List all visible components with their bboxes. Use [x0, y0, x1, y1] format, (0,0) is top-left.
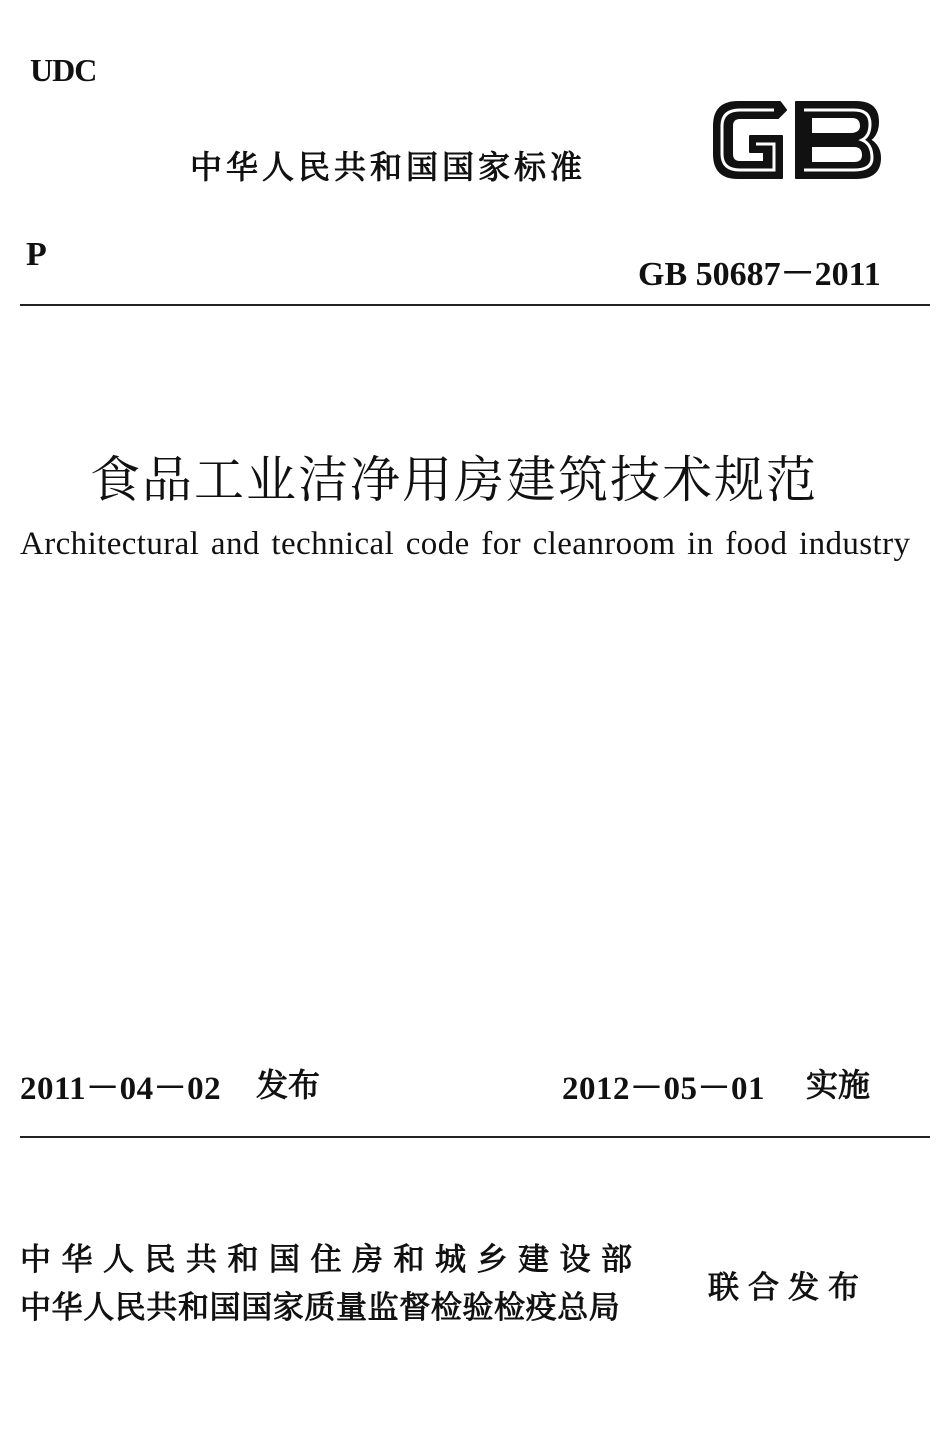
title-english: Architectural and technical code for cleanroom in food industry [20, 526, 911, 562]
publisher-line: 中华人民共和国住房和城乡建设部 [20, 1242, 643, 1278]
category-code: P [26, 236, 47, 273]
publisher-line: 中华人民共和国国家质量监督检验检疫总局 [20, 1290, 621, 1326]
title-chinese: 食品工业洁净用房建筑技术规范 [90, 451, 818, 509]
issue-date: 2011－04－02 [20, 1071, 222, 1107]
implementation-date: 2012－05－01 [562, 1071, 765, 1107]
gb-logo-icon [708, 96, 884, 184]
issue-label: 发布 [256, 1066, 321, 1104]
implementation-label: 实施 [806, 1066, 871, 1104]
udc-label: UDC [30, 52, 97, 88]
national-standard-heading: 中华人民共和国国家标准 [190, 148, 587, 186]
standard-number: GB 50687－2011 [638, 256, 881, 293]
bottom-divider [20, 1136, 930, 1138]
top-divider [20, 304, 930, 306]
joint-publish-label: 联合发布 [708, 1270, 868, 1306]
